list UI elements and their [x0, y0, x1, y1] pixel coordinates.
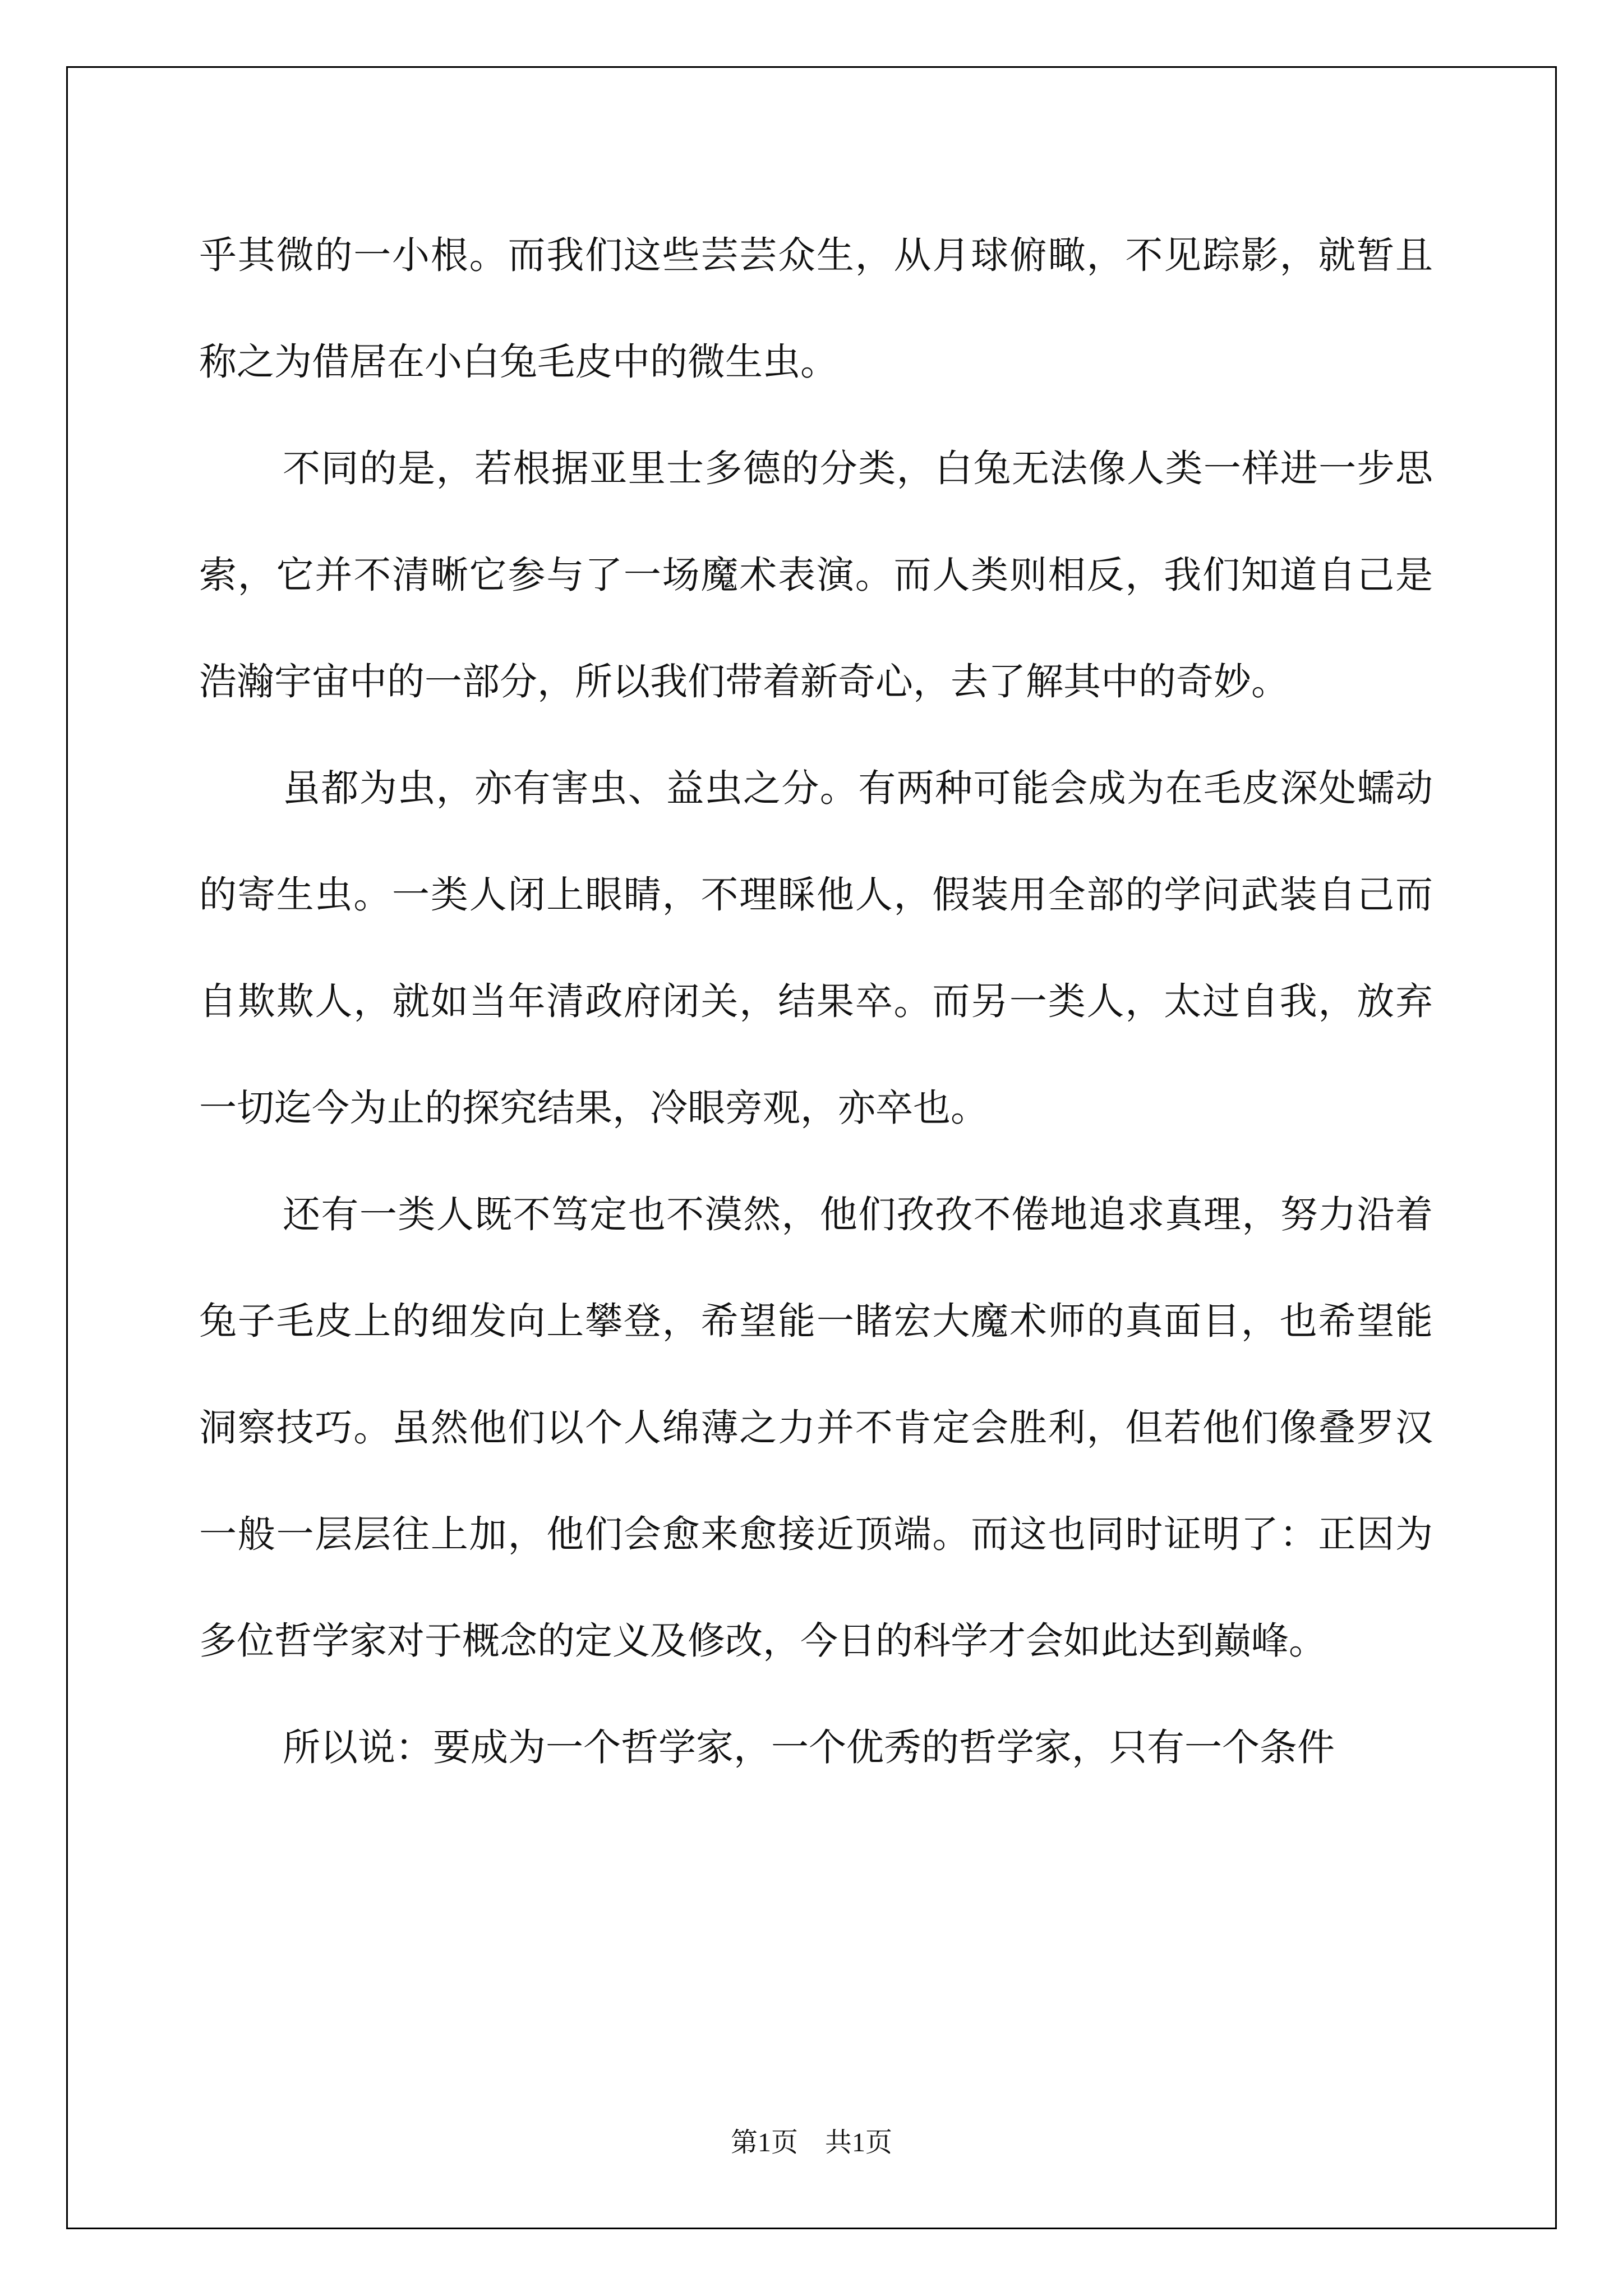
paragraph-3: 虽都为虫，亦有害虫、益虫之分。有两种可能会成为在毛皮深处蠕动的寄生虫。一类人闭上眼睛，不理睬他人，假装用全部的学问武装自己而自欺欺人，就如当年清政府闭关，结果卒。而另一类人，太过自我，放弃一切迄今为止的探究结果，冷眼旁观，亦卒也。 — [199, 766, 1433, 1130]
paragraph-2: 不同的是，若根据亚里士多德的分类，白兔无法像人类一样进一步思索，它并不清晰它参与了一场魔术表演。而人类则相反，我们知道自己是浩瀚宇宙中的一部分，所以我们带着新奇心，去了解其中的奇妙。 — [199, 447, 1433, 703]
document-body — [199, 202, 1433, 1801]
page-total: 共1页 — [825, 2128, 893, 2157]
paragraph-1: 乎其微的一小根。而我们这些芸芸众生，从月球俯瞰，不见踪影，就暂且称之为借居在小白兔毛皮中的微生虫。 — [199, 233, 1433, 384]
paragraph-5: 所以说：要成为一个哲学家，一个优秀的哲学家，只有一个条件 — [283, 1726, 1335, 1769]
paragraph-4: 还有一类人既不笃定也不漠然，他们孜孜不倦地追求真理，努力沿着兔子毛皮上的细发向上攀登，希望能一睹宏大魔术师的真面目，也希望能洞察技巧。虽然他们以个人绵薄之力并不肯定会胜利，但若他们像叠罗汉一般一层层往上加，他们会愈来愈接近顶端。而这也同时证明了：正因为多位哲学家对于概念的定义及修改，今日的科学才会如此达到巅峰。 — [199, 1193, 1433, 1663]
page-number: 第1页 — [730, 2128, 798, 2157]
page-footer — [0, 2120, 1623, 2159]
